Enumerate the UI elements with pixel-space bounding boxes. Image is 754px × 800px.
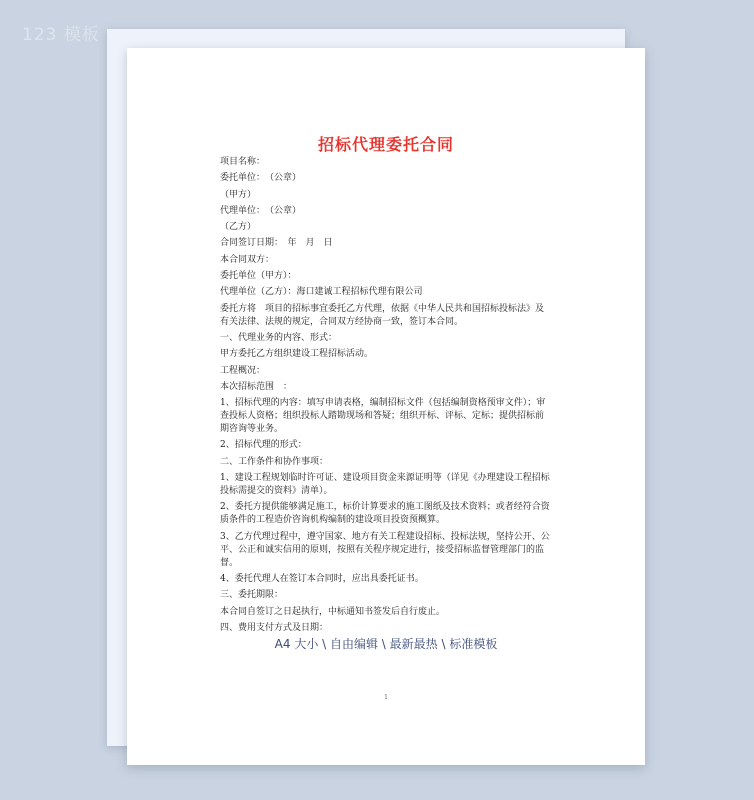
body-paragraph: 项目名称：	[220, 157, 266, 167]
body-paragraph: 本次招标范围 ：	[220, 381, 293, 392]
body-paragraph: 4、委托代理人在签订本合同时，应出具委托证书。	[220, 573, 424, 584]
body-paragraph: 甲方委托乙方组织建设工程招标活动。	[220, 349, 374, 360]
body-paragraph: 合同签订日期： 年 月 日	[220, 238, 333, 249]
document-page	[127, 48, 645, 765]
body-paragraph: 工程概况：	[220, 365, 266, 376]
body-paragraph: 代理单位（乙方）：海口建诚工程招标代理有限公司	[220, 287, 423, 298]
body-paragraph: 委托单位： （公章）	[220, 173, 302, 184]
body-paragraph: 委托单位（甲方）：	[220, 271, 297, 282]
body-paragraph: 代理单位： （公章）	[220, 205, 302, 216]
body-paragraph: 3、乙方代理过程中，遵守国家、地方有关工程建设招标、投标法规，坚持公开、公平、公正和诚实信用的原则，按照有关程序规定进行，接受招标监督管理部门的监督。	[220, 531, 550, 568]
document-title: 招标代理委托合同	[317, 135, 454, 154]
body-paragraph: 三、委托期限：	[220, 590, 284, 601]
body-paragraph: 四、费用支付方式及日期：	[220, 622, 329, 633]
body-paragraph: 1、招标代理的内容：填写申请表格，编制招标文件（包括编制资格预审文件）；审查投标人资格；组织投标人踏勘现场和答疑；组织开标、评标、定标；提供招标前期咨询等业务。	[220, 398, 546, 435]
body-paragraph: 2、招标代理的形式：	[220, 440, 307, 451]
body-paragraph: 一、代理业务的内容、形式：	[220, 332, 338, 343]
document-body	[220, 156, 552, 633]
body-paragraph: 二、工作条件和协作事项：	[220, 456, 329, 467]
body-paragraph: 本合同双方：	[220, 254, 275, 265]
tagline-banner: A4 大小 \ 自由编辑 \ 最新最热 \ 标准模板	[274, 637, 498, 651]
body-paragraph: （甲方）	[220, 189, 257, 200]
body-paragraph: 委托方将 项目的招标事宜委托乙方代理，依据《中华人民共和国招标投标法》及有关法律、法规的规定，合同双方经协商一致，签订本合同。	[220, 303, 545, 327]
watermark: 123 模板	[22, 25, 100, 45]
body-paragraph: 1、建设工程规划临时许可证、建设项目资金来源证明等（详见《办理建设工程招标投标需提交的资料》清单）。	[220, 473, 550, 497]
body-paragraph: 2、委托方提供能够满足施工，标价计算要求的施工图纸及技术资料；或者经符合资质条件的工程造价咨询机构编制的建设项目投资预概算。	[220, 502, 550, 526]
page-number: 1	[384, 694, 388, 701]
body-paragraph: （乙方）	[220, 222, 257, 233]
body-paragraph: 本合同自签订之日起执行，中标通知书签发后自行废止。	[220, 606, 446, 617]
